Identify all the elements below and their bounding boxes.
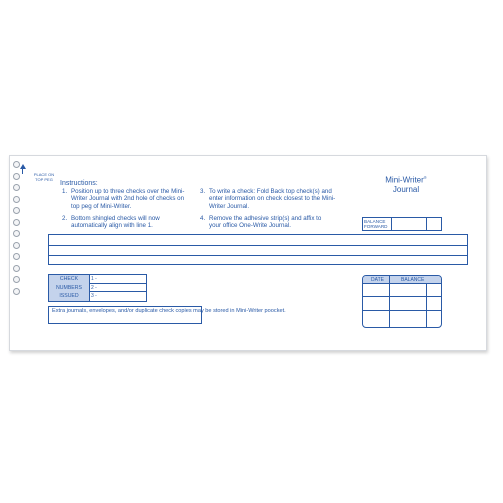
label-issued: ISSUED (59, 293, 79, 300)
grid-header (363, 276, 441, 284)
balance-header: BALANCE (401, 277, 425, 283)
title-line-2: Journal (392, 184, 420, 194)
title-line-1: Mini-Writer (385, 175, 424, 185)
peg-label: PLACE ON TOP PEG (33, 172, 55, 182)
label-check: CHECK (59, 276, 79, 282)
balance-forward-box (362, 217, 442, 231)
binder-hole (13, 219, 20, 226)
grid-column-line (389, 276, 390, 327)
binder-hole (13, 288, 20, 295)
registered-mark: ® (423, 175, 427, 180)
instruction-3: 3. To write a check: Fold Back top check(s) and enter information on check closest to the Mini-Writer Journal. (200, 188, 336, 210)
check-line-1: 1 - (89, 275, 146, 284)
instruction-1: 1. Position up to three checks over the Mini-Writer Journal with 2nd hole of checks on top peg of Mini-Writer. (62, 188, 185, 210)
check-line-2: 2 - (89, 284, 146, 293)
check-numbers-label (49, 275, 89, 301)
storage-note: Extra journals, envelopes, and/or duplicate check copies may be stored in Mini-Writer poocket. (48, 306, 202, 324)
binder-hole (13, 161, 20, 168)
instructions-title: Instructions: (60, 180, 98, 187)
label-numbers: NUMBERS (56, 284, 82, 291)
binder-hole (13, 196, 20, 203)
binder-hole (13, 184, 20, 191)
row-line (49, 255, 467, 256)
up-arrow-icon (20, 164, 26, 169)
grid-row-line (363, 296, 441, 297)
grid-row-line (363, 310, 441, 311)
journal-form (9, 155, 487, 351)
instruction-2: 2. Bottom shingled checks will now automatically align with line 1. (62, 215, 160, 230)
binder-hole (13, 173, 20, 180)
row-line (49, 245, 467, 246)
form-title (378, 173, 434, 194)
journal-rows (48, 234, 468, 265)
date-header: DATE (371, 277, 384, 283)
grid-column-line (426, 284, 427, 328)
binder-hole (13, 265, 20, 272)
check-numbers-box (48, 274, 147, 302)
date-balance-grid (362, 275, 442, 328)
binder-hole (13, 207, 20, 214)
binder-hole (13, 242, 20, 249)
instruction-4: 4. Remove the adhesive strip(s) and affix to your office One-Write Journal. (200, 215, 322, 230)
arrow-stem (22, 168, 23, 174)
balance-forward-cents (426, 218, 442, 230)
check-line-3: 3 - (89, 292, 146, 301)
balance-forward-label: BALANCE FORWARD (364, 218, 388, 229)
binder-hole (13, 276, 20, 283)
binder-hole (13, 253, 20, 260)
binder-hole (13, 230, 20, 237)
balance-forward-amount (391, 218, 427, 230)
